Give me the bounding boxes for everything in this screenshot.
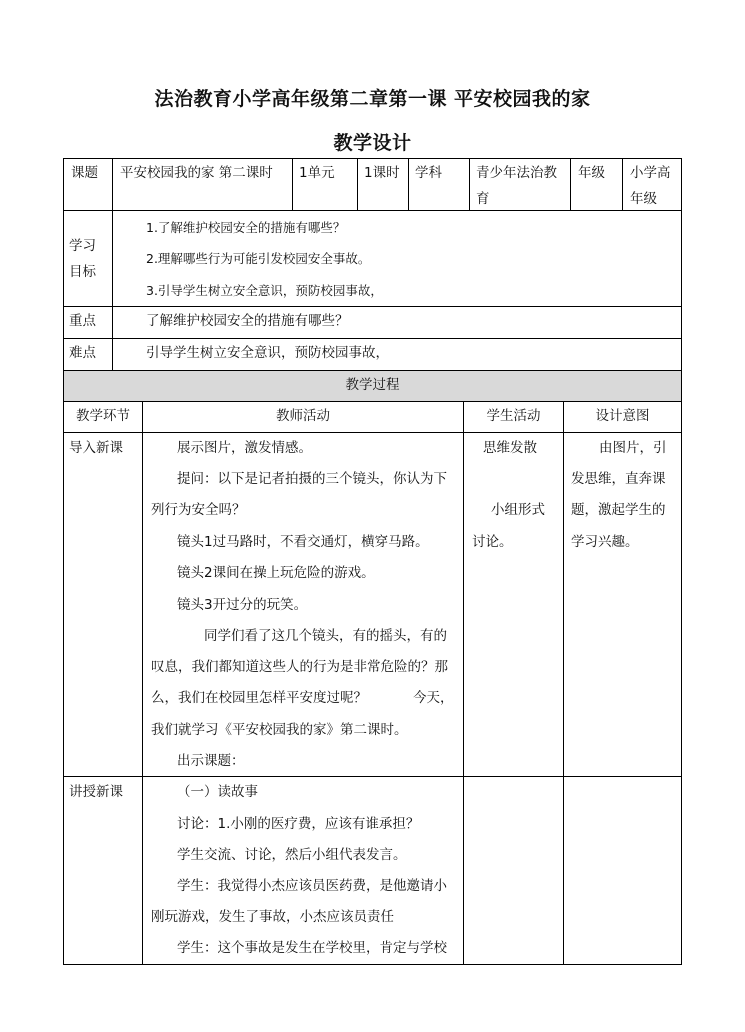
teacher-line: 展示图片，激发情感。 <box>177 440 312 456</box>
teacher-line: 刚玩游戏，发生了事故，小杰应该员责任 <box>151 909 394 925</box>
intent-line: 由图片，引 <box>599 440 667 456</box>
teacher-line: 叹息，我们都知道这些人的行为是非常危险的？那 <box>151 659 448 675</box>
teacher-line: 我们就学习《平安校园我的家》第二课时。 <box>151 722 408 738</box>
objective-item: 3.引导学生树立安全意识，预防校园事故， <box>146 283 383 298</box>
lesson-title: 平安校园我的家 第二课时 <box>120 165 273 181</box>
teacher-line: 讨论：1.小刚的医疗费，应该有谁承担？ <box>177 816 420 832</box>
student-line: 思维发散 <box>483 440 537 456</box>
subject-value: 青少年法治教 <box>476 165 557 181</box>
lesson-label: 课题 <box>71 165 98 181</box>
difficulty-text: 引导学生树立安全意识，预防校园事故， <box>146 345 389 361</box>
teacher-line: 列行为安全吗？ <box>151 502 246 518</box>
column-header-teacher: 教师活动 <box>276 408 330 424</box>
teacher-line: 镜头3开过分的玩笑。 <box>177 597 308 613</box>
intent-line: 发思维，直奔课 <box>571 471 666 487</box>
teacher-line: 今天， <box>413 690 454 706</box>
grade-label: 年级 <box>578 165 605 181</box>
teacher-line: 镜头1过马路时，不看交通灯，横穿马路。 <box>177 534 429 550</box>
grade-value-cont: 年级 <box>630 191 657 207</box>
teacher-line: 学生：这个事故是发生在学校里，肯定与学校 <box>177 940 447 956</box>
column-header-student: 学生活动 <box>486 408 541 424</box>
student-line: 讨论。 <box>472 534 513 550</box>
grade-value: 小学高 <box>630 165 671 181</box>
stage-new-lesson: 讲授新课 <box>69 784 123 800</box>
teacher-line: 同学们看了这几个镜头，有的摇头，有的 <box>204 628 447 644</box>
teacher-line: 学生交流、讨论，然后小组代表发言。 <box>177 847 407 863</box>
intent-line: 学习兴趣。 <box>571 534 639 550</box>
column-header-stage: 教学环节 <box>76 408 130 424</box>
student-line: 小组形式 <box>491 502 545 518</box>
subject-value-cont: 育 <box>476 191 490 207</box>
teacher-line: （一）读故事 <box>177 784 258 800</box>
teacher-line: 镜头2课间在操上玩危险的游戏。 <box>177 565 375 581</box>
column-header-intent: 设计意图 <box>595 408 650 424</box>
subject-label: 学科 <box>415 165 442 181</box>
difficulty-label: 难点 <box>69 345 96 361</box>
intent-line: 题，激起学生的 <box>571 502 666 518</box>
teacher-line: 出示课题： <box>177 753 245 769</box>
teacher-line: 提问：以下是记者拍摄的三个镜头，你认为下 <box>177 471 447 487</box>
document-title: 法治教育小学高年级第二章第一课 平安校园我的家 <box>154 88 591 110</box>
objective-item: 1.了解维护校园安全的措施有哪些？ <box>146 220 346 235</box>
hours-value: 1课时 <box>364 165 400 181</box>
process-title: 教学过程 <box>345 377 400 393</box>
objective-item: 2.理解哪些行为可能引发校园安全事故。 <box>146 251 371 266</box>
document-subtitle: 教学设计 <box>333 132 412 154</box>
teacher-line: 么，我们在校园里怎样平安度过呢？ <box>151 690 367 706</box>
key-point-label: 重点 <box>69 313 96 329</box>
teacher-line: 学生：我觉得小杰应该员医药费，是他邀请小 <box>177 878 447 894</box>
unit-value: 1单元 <box>299 165 335 181</box>
objectives-label: 学习 <box>69 238 96 254</box>
objectives-label-cont: 目标 <box>69 264 96 280</box>
key-point-text: 了解维护校园安全的措施有哪些？ <box>146 313 349 329</box>
stage-intro: 导入新课 <box>69 440 123 456</box>
